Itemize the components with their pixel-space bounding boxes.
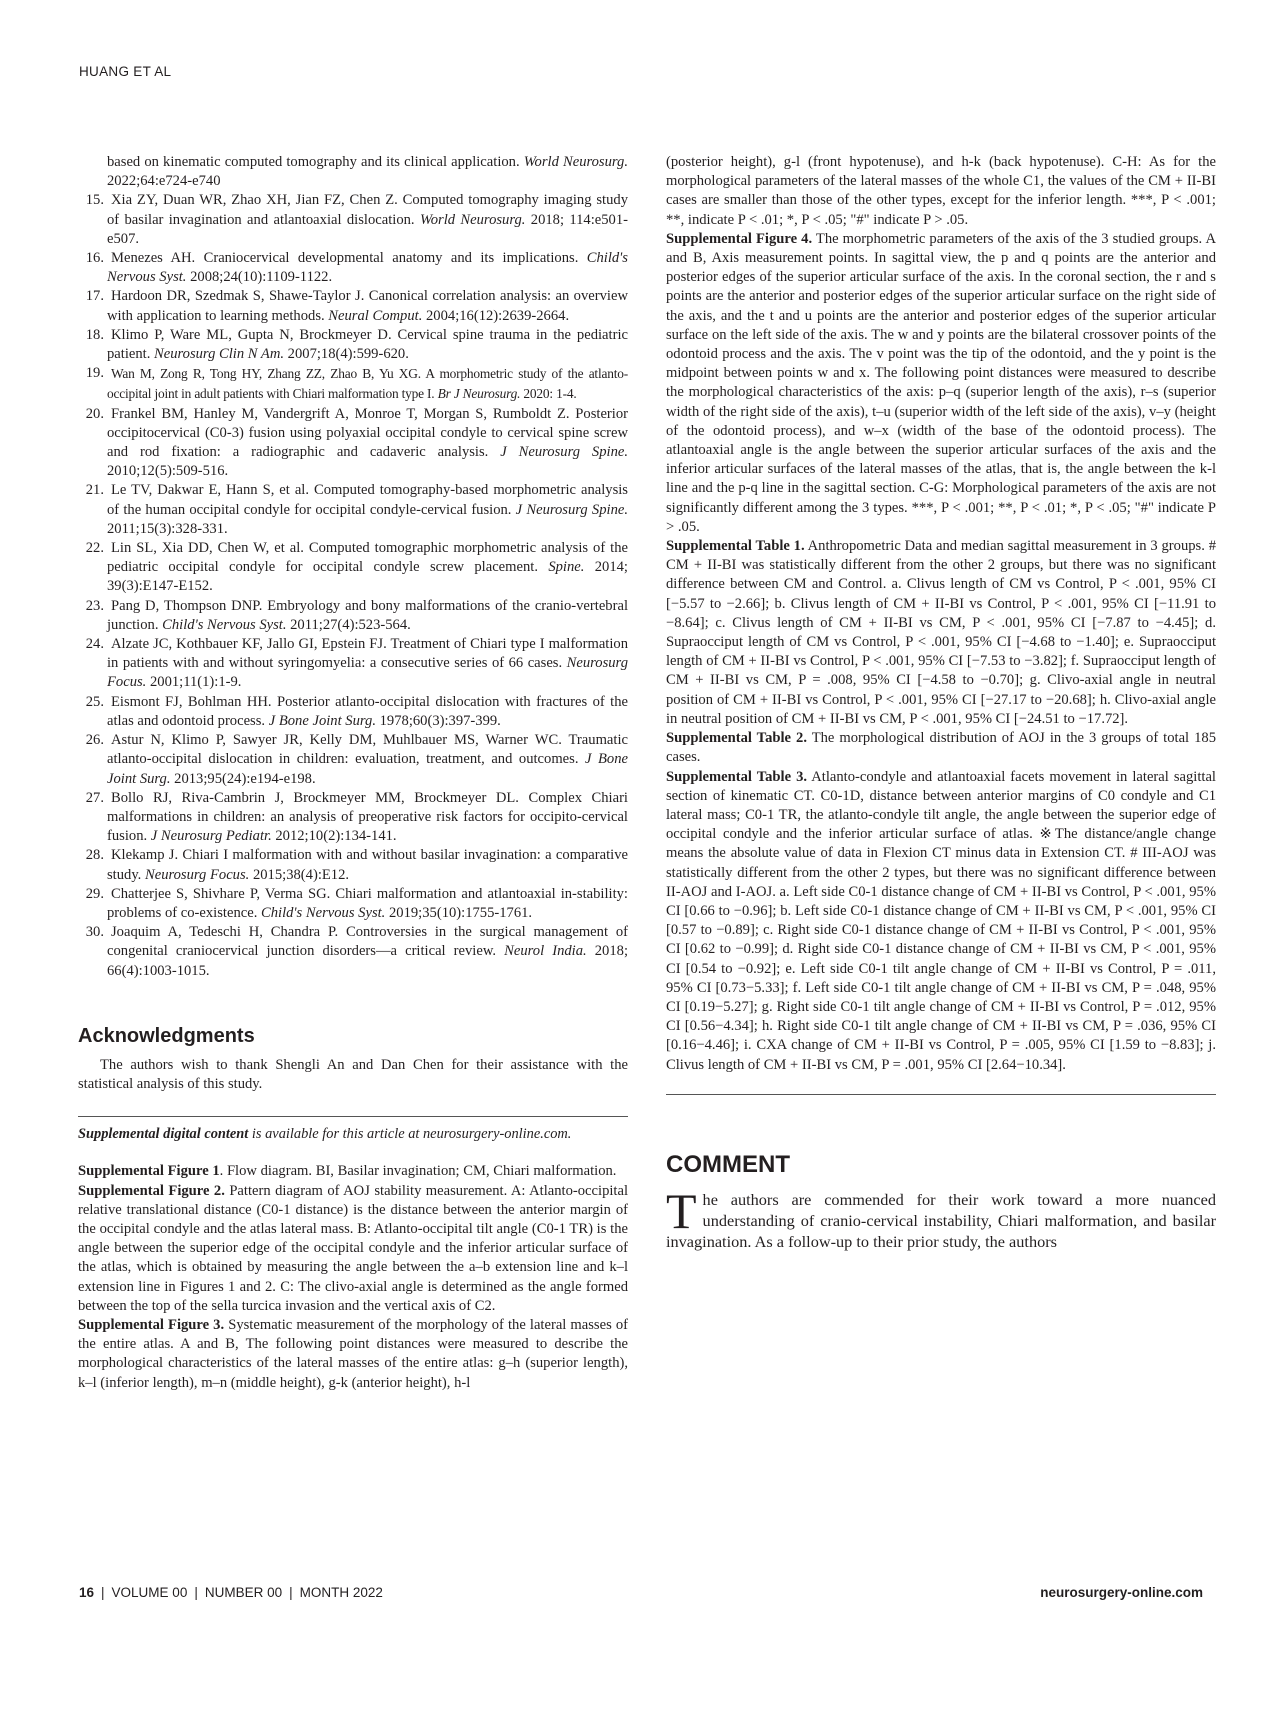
- section-divider: [78, 1116, 628, 1117]
- reference-number: 18 .: [78, 326, 104, 345]
- comment-heading: COMMENT: [666, 1150, 790, 1178]
- right-column: [666, 153, 1216, 1252]
- reference-item: based on kinematic computed tomography and its clinical application. World Neurosurg. 2022;64:e724-e740: [107, 154, 628, 190]
- reference-item: 16 . Menezes AH. Craniocervical developmental anatomy and its implications. Child's Nervous Syst. 2008;24(10):1109-1122.: [78, 249, 628, 287]
- reference-number: 24 .: [78, 635, 104, 654]
- reference-number: 26 .: [78, 731, 104, 750]
- reference-number: 22 .: [78, 539, 104, 558]
- reference-number: 17 .: [78, 287, 104, 306]
- reference-item: 28 . Klekamp J. Chiari I malformation with and without basilar invagination: a comparative study. Neurosurg Focus. 2015;38(4):E12.: [78, 846, 628, 884]
- reference-number: 21 .: [78, 481, 104, 500]
- footer-website-link[interactable]: neurosurgery-online.com: [1040, 1585, 1203, 1600]
- reference-number: 30 .: [78, 923, 104, 942]
- supplemental-figure-3-continued: (posterior height), g-l (front hypotenuse), and h-k (back hypotenuse). C-H: As for the morphological parameters of the lateral masses of the whole C1, the values of the CM + II-BI cases are smaller than those of the other types, except for the inferior length. ***, P < .001; **, indicate P < .01; *, P < .05; "#" indicate P > .05.: [666, 154, 1216, 228]
- reference-item: 26 . Astur N, Klimo P, Sawyer JR, Kelly DM, Muhlbauer MS, Warner WC. Traumatic atlanto-occipital dislocation in children: evaluation, treatment, and outcomes. J Bone Joint Surg. 2013;95(24):e194-e198.: [78, 731, 628, 789]
- supplemental-table-3: Supplemental Table 3. Atlanto-condyle and atlantoaxial facets movement in lateral sagittal section of kinematic CT. C0-1D, distance between anterior margins of C0 condyle and C1 lateral mass; C0-1 TR, the atlanto-condyle tilt angle, the angle between the superior edge of occipital condyle and the inferior articular surface of atlas. ※The distance/angle change means the absolute value of data in Flexion CT minus data in Extension CT. # III-AOJ was statistically different from the other 2 types, but there was no significant difference between II-AOJ and I-AOJ. a. Left side C0-1 distance change of CM + II-BI vs Control, P < .001, 95% CI [0.66 to −0.96]; b. Left side C0-1 distance change of CM + II-BI vs CM, P < .001, 95% CI [0.57 to −0.89]; c. Right side C0-1 distance change of CM + II-BI vs Control, P < .001, 95% CI [0.62 to −0.99]; d. Right side C0-1 distance change of CM + II-BI vs CM, P < .001, 95% CI [0.54 to −0.92]; e. Left side C0-1 tilt angle change of CM + II-BI vs Control, P = .011, 95% CI [0.73−5.33]; f. Left side C0-1 tilt angle change of CM + II-BI vs CM, P = .048, 95% CI [0.19−5.27]; g. Right side C0-1 tilt angle change of CM + II-BI vs Control, P = .012, 95% CI [0.56−4.34]; h. Right side C0-1 tilt angle change of CM + II-BI vs CM, P = .036, 95% CI [0.16−4.46]; i. CXA change of CM + II-BI vs Control, P = .005, 95% CI [1.59 to −8.83]; j. Clivus length of CM + II-BI vs CM, P = .001, 95% CI [2.64−10.34].: [666, 768, 1216, 1073]
- supplemental-content-note: Supplemental digital content is available for this article at neurosurgery-online.com.: [78, 1126, 572, 1143]
- supplemental-figure-2: Supplemental Figure 2. Pattern diagram of AOJ stability measurement. A: Atlanto-occipital relative translational distance (C0-1 distance) is the distance between the anterior margin of the occipital condyle and the atlas lateral mass. B: Atlanto-occipital tilt angle (C0-1 TR) is the angle between the superior edge of the occipital condyle and the inferior articular surface of the atlas, which is obtained by measuring the angle between the a–b extension line and k–l extension line in Figures 1 and 2. C: The clivo-axial angle is determined as the angle formed between the top of the sella turcica invasion and the vertical axis of C2.: [78, 1182, 629, 1314]
- reference-item: 17 . Hardoon DR, Szedmak S, Shawe-Taylor J. Canonical correlation analysis: an overview with application to learning methods. Neural Comput. 2004;16(12):2639-2664.: [78, 287, 628, 325]
- left-column: [78, 153, 628, 1393]
- reference-number: 20 .: [78, 405, 104, 424]
- reference-item: 23 . Pang D, Thompson DNP. Embryology and bony malformations of the cranio-vertebral junction. Child's Nervous Syst. 2011;27(4):523-564.: [78, 597, 628, 635]
- footer-number: NUMBER 00: [204, 1585, 283, 1600]
- reference-item: 21 . Le TV, Dakwar E, Hann S, et al. Computed tomography-based morphometric analysis of the human occipital condyle for occipital condyle-cervical fusion. J Neurosurg Spine. 2011;15(3):328-331.: [78, 481, 628, 539]
- footer-issue-info: 16 | VOLUME 00 | NUMBER 00 | MONTH 2022: [79, 1585, 383, 1600]
- reference-number: 28 .: [78, 846, 104, 865]
- acknowledgments-heading: Acknowledgments: [78, 1024, 255, 1047]
- reference-number: 15 .: [78, 191, 104, 210]
- reference-item: 19 . Wan M, Zong R, Tong HY, Zhang ZZ, Zhao B, Yu XG. A morphometric study of the atlanto-occipital joint in adult patients with Chiari malformation type I. Br J Neurosurg. 2020: 1-4.: [78, 364, 628, 404]
- supplemental-figure-1: Supplemental Figure 1. Flow diagram. BI, Basilar invagination; CM, Chiari malformation.: [78, 1163, 617, 1180]
- reference-item: 25 . Eismont FJ, Bohlman HH. Posterior atlanto-occipital dislocation with fractures of the atlas and odontoid process. J Bone Joint Surg. 1978;60(3):397-399.: [78, 693, 628, 731]
- comment-paragraph: The authors are commended for their work toward a more nuanced understanding of cranio-cervical instability, Chiari malformation, and basilar invagination. As a follow-up to their prior study, the authors: [666, 1182, 1216, 1251]
- reference-number: 27 .: [78, 789, 104, 808]
- page-number: 16: [79, 1585, 95, 1600]
- reference-item: 18 . Klimo P, Ware ML, Gupta N, Brockmeyer D. Cervical spine trauma in the pediatric patient. Neurosurg Clin N Am. 2007;18(4):599-620.: [78, 326, 628, 364]
- reference-item: 24 . Alzate JC, Kothbauer KF, Jallo GI, Epstein FJ. Treatment of Chiari type I malformation in patients with and without syringomyelia: a consecutive series of 66 cases. Neurosurg Focus. 2001;11(1):1-9.: [78, 635, 628, 693]
- footer-volume: VOLUME 00: [111, 1585, 188, 1600]
- supplemental-table-1: Supplemental Table 1. Anthropometric Data and median sagittal measurement in 3 groups. # CM + II-BI was statistically different from the other 2 groups, but there was no significant difference between CM and Control. a. Clivus length of CM vs Control, P < .001, 95% CI [−5.57 to −2.66]; b. Clivus length of CM + II-BI vs Control, P < .001, 95% CI [−11.91 to −8.64]; c. Clivus length of CM + II-BI vs CM, P < .001, 95% CI [−7.87 to −4.45]; d. Supraocciput length of CM vs Control, P < .001, 95% CI [−4.68 to −1.40]; e. Supraocciput length of CM + II-BI vs Control, P < .001, 95% CI [−7.53 to −3.82]; f. Supraocciput length of CM + II-BI vs CM, P = .008, 95% CI [−4.58 to −0.70]; g. Clivo-axial angle in neutral position of CM + II-BI vs Control, P < .001, 95% CI [−27.17 to −20.68]; h. Clivo-axial angle in neutral position of CM + II-BI vs CM, P < .001, 95% CI [−24.51 to −17.72].: [666, 538, 1216, 727]
- drop-cap: T: [666, 1182, 697, 1239]
- reference-item: 22 . Lin SL, Xia DD, Chen W, et al. Computed tomographic morphometric analysis of the pediatric occipital condyle for occipital condyle screw placement. Spine. 2014; 39(3):E147-E152.: [78, 539, 628, 597]
- reference-item: 20 . Frankel BM, Hanley M, Vandergrift A, Monroe T, Morgan S, Rumboldt Z. Posterior occipitocervical (C0-3) fusion using polyaxial occipital condyle to cervical spine screw and rod fixation: a radiographic and cadaveric analysis. J Neurosurg Spine. 2010;12(5):509-516.: [78, 405, 628, 482]
- reference-number: 23 .: [78, 597, 104, 616]
- reference-item: 30 . Joaquim A, Tedeschi H, Chandra P. Controversies in the surgical management of congenital craniocervical junction disorders—a critical review. Neurol India. 2018; 66(4):1003-1015.: [78, 923, 628, 981]
- reference-item: 15 . Xia ZY, Duan WR, Zhao XH, Jian FZ, Chen Z. Computed tomography imaging study of basilar invagination and atlantoaxial dislocation. World Neurosurg. 2018; 114:e501-e507.: [78, 191, 628, 249]
- supplemental-table-2: Supplemental Table 2. The morphological distribution of AOJ in the 3 groups of total 185 cases.: [666, 730, 1216, 766]
- reference-number: 19 .: [78, 364, 104, 383]
- supplemental-figure-3: Supplemental Figure 3. Systematic measurement of the morphology of the lateral masses of the entire atlas. A and B, The following point distances were measured to describe the morphological characteristics of the lateral masses of the entire atlas: g–h (superior length), k–l (inferior length), m–n (middle height), g-k (anterior height), h-l: [78, 1316, 628, 1391]
- reference-item: 29 . Chatterjee S, Shivhare P, Verma SG. Chiari malformation and atlantoaxial in-stability: problems of co-existence. Child's Nervous Syst. 2019;35(10):1755-1761.: [78, 885, 628, 923]
- running-head: HUANG ET AL: [79, 64, 172, 79]
- reference-list: [78, 153, 628, 981]
- reference-number: 25 .: [78, 693, 104, 712]
- footer-month: MONTH 2022: [299, 1585, 383, 1600]
- reference-item: 27 . Bollo RJ, Riva-Cambrin J, Brockmeyer MM, Brockmeyer DL. Complex Chiari malformations in children: an analysis of preoperative risk factors for occipito-cervical fusion. J Neurosurg Pediatr. 2012;10(2):134-141.: [78, 789, 628, 847]
- reference-number: 29 .: [78, 885, 104, 904]
- acknowledgments-text: The authors wish to thank Shengli An and Dan Chen for their assistance with the statistical analysis of this study.: [78, 1056, 628, 1092]
- comment-divider: [666, 1094, 1216, 1095]
- supplemental-figure-4: Supplemental Figure 4. The morphometric parameters of the axis of the 3 studied groups. A and B, Axis measurement points. In sagittal view, the p and q points are the anterior and posterior edges of the superior articular surface of the axis. In the coronal section, the r and s points are the anterior and posterior edges of the superior articular surface on the right side of the axis, and the t and u points are the anterior and posterior edges of the superior articular surface on the left side of the axis. The w and y points are the bilateral crossover points of the odontoid process and the axis. The v point was the tip of the odontoid, and the y point is the midpoint between points w and x. The following point distances were measured to describe the morphological characteristics of the axis: p–q (superior length of the axis), r–s (superior width of the right side of the axis), t–u (superior width of the left side of the axis), v–y (height of the odontoid process), and w–x (width of the base of the odontoid process). The atlantoaxial angle is the angle between the superior articular surfaces of the axis and the inferior articular surfaces of the lateral masses of the atlas, that is, the angle between the k-l line and the p-q line in the sagittal section. C-G: Morphological parameters of the axis are not significantly different among the 3 types. ***, P < .001; **, P < .01; *, P < .05; "#" indicate P > .05.: [666, 230, 1216, 535]
- reference-number: 16 .: [78, 249, 104, 268]
